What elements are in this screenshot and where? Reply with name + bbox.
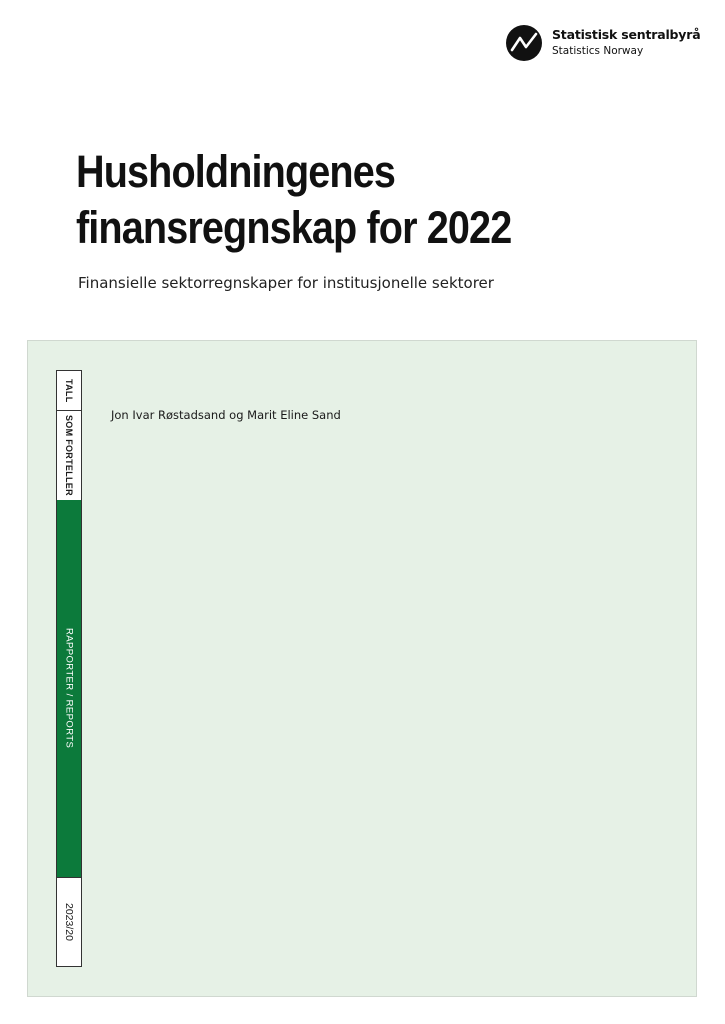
spine-segment-tall [57, 371, 81, 411]
ssb-logo-mark-icon [506, 25, 542, 61]
spine-report-number: 2023/20 [63, 903, 75, 941]
spine-tall-label: TALL [64, 378, 74, 403]
report-spine [56, 370, 82, 967]
spine-series-label: RAPPORTER / REPORTS [63, 628, 75, 749]
spine-som-forteller-label: SOM FORTELLER [64, 415, 74, 496]
cover-panel [27, 340, 697, 997]
logo-name: Statistisk sentralbyrå [552, 27, 701, 42]
report-title: Husholdningenes finansregnskap for 2022 [76, 146, 512, 253]
spine-segment-number [57, 877, 81, 966]
report-subtitle: Finansielle sektorregnskaper for institusjonelle sektorer [78, 274, 494, 292]
ssb-logo [506, 25, 706, 63]
logo-subtitle: Statistics Norway [552, 45, 644, 57]
spine-segment-series [57, 500, 81, 877]
report-authors: Jon Ivar Røstadsand og Marit Eline Sand [111, 408, 341, 422]
spine-segment-som-forteller [57, 411, 81, 500]
